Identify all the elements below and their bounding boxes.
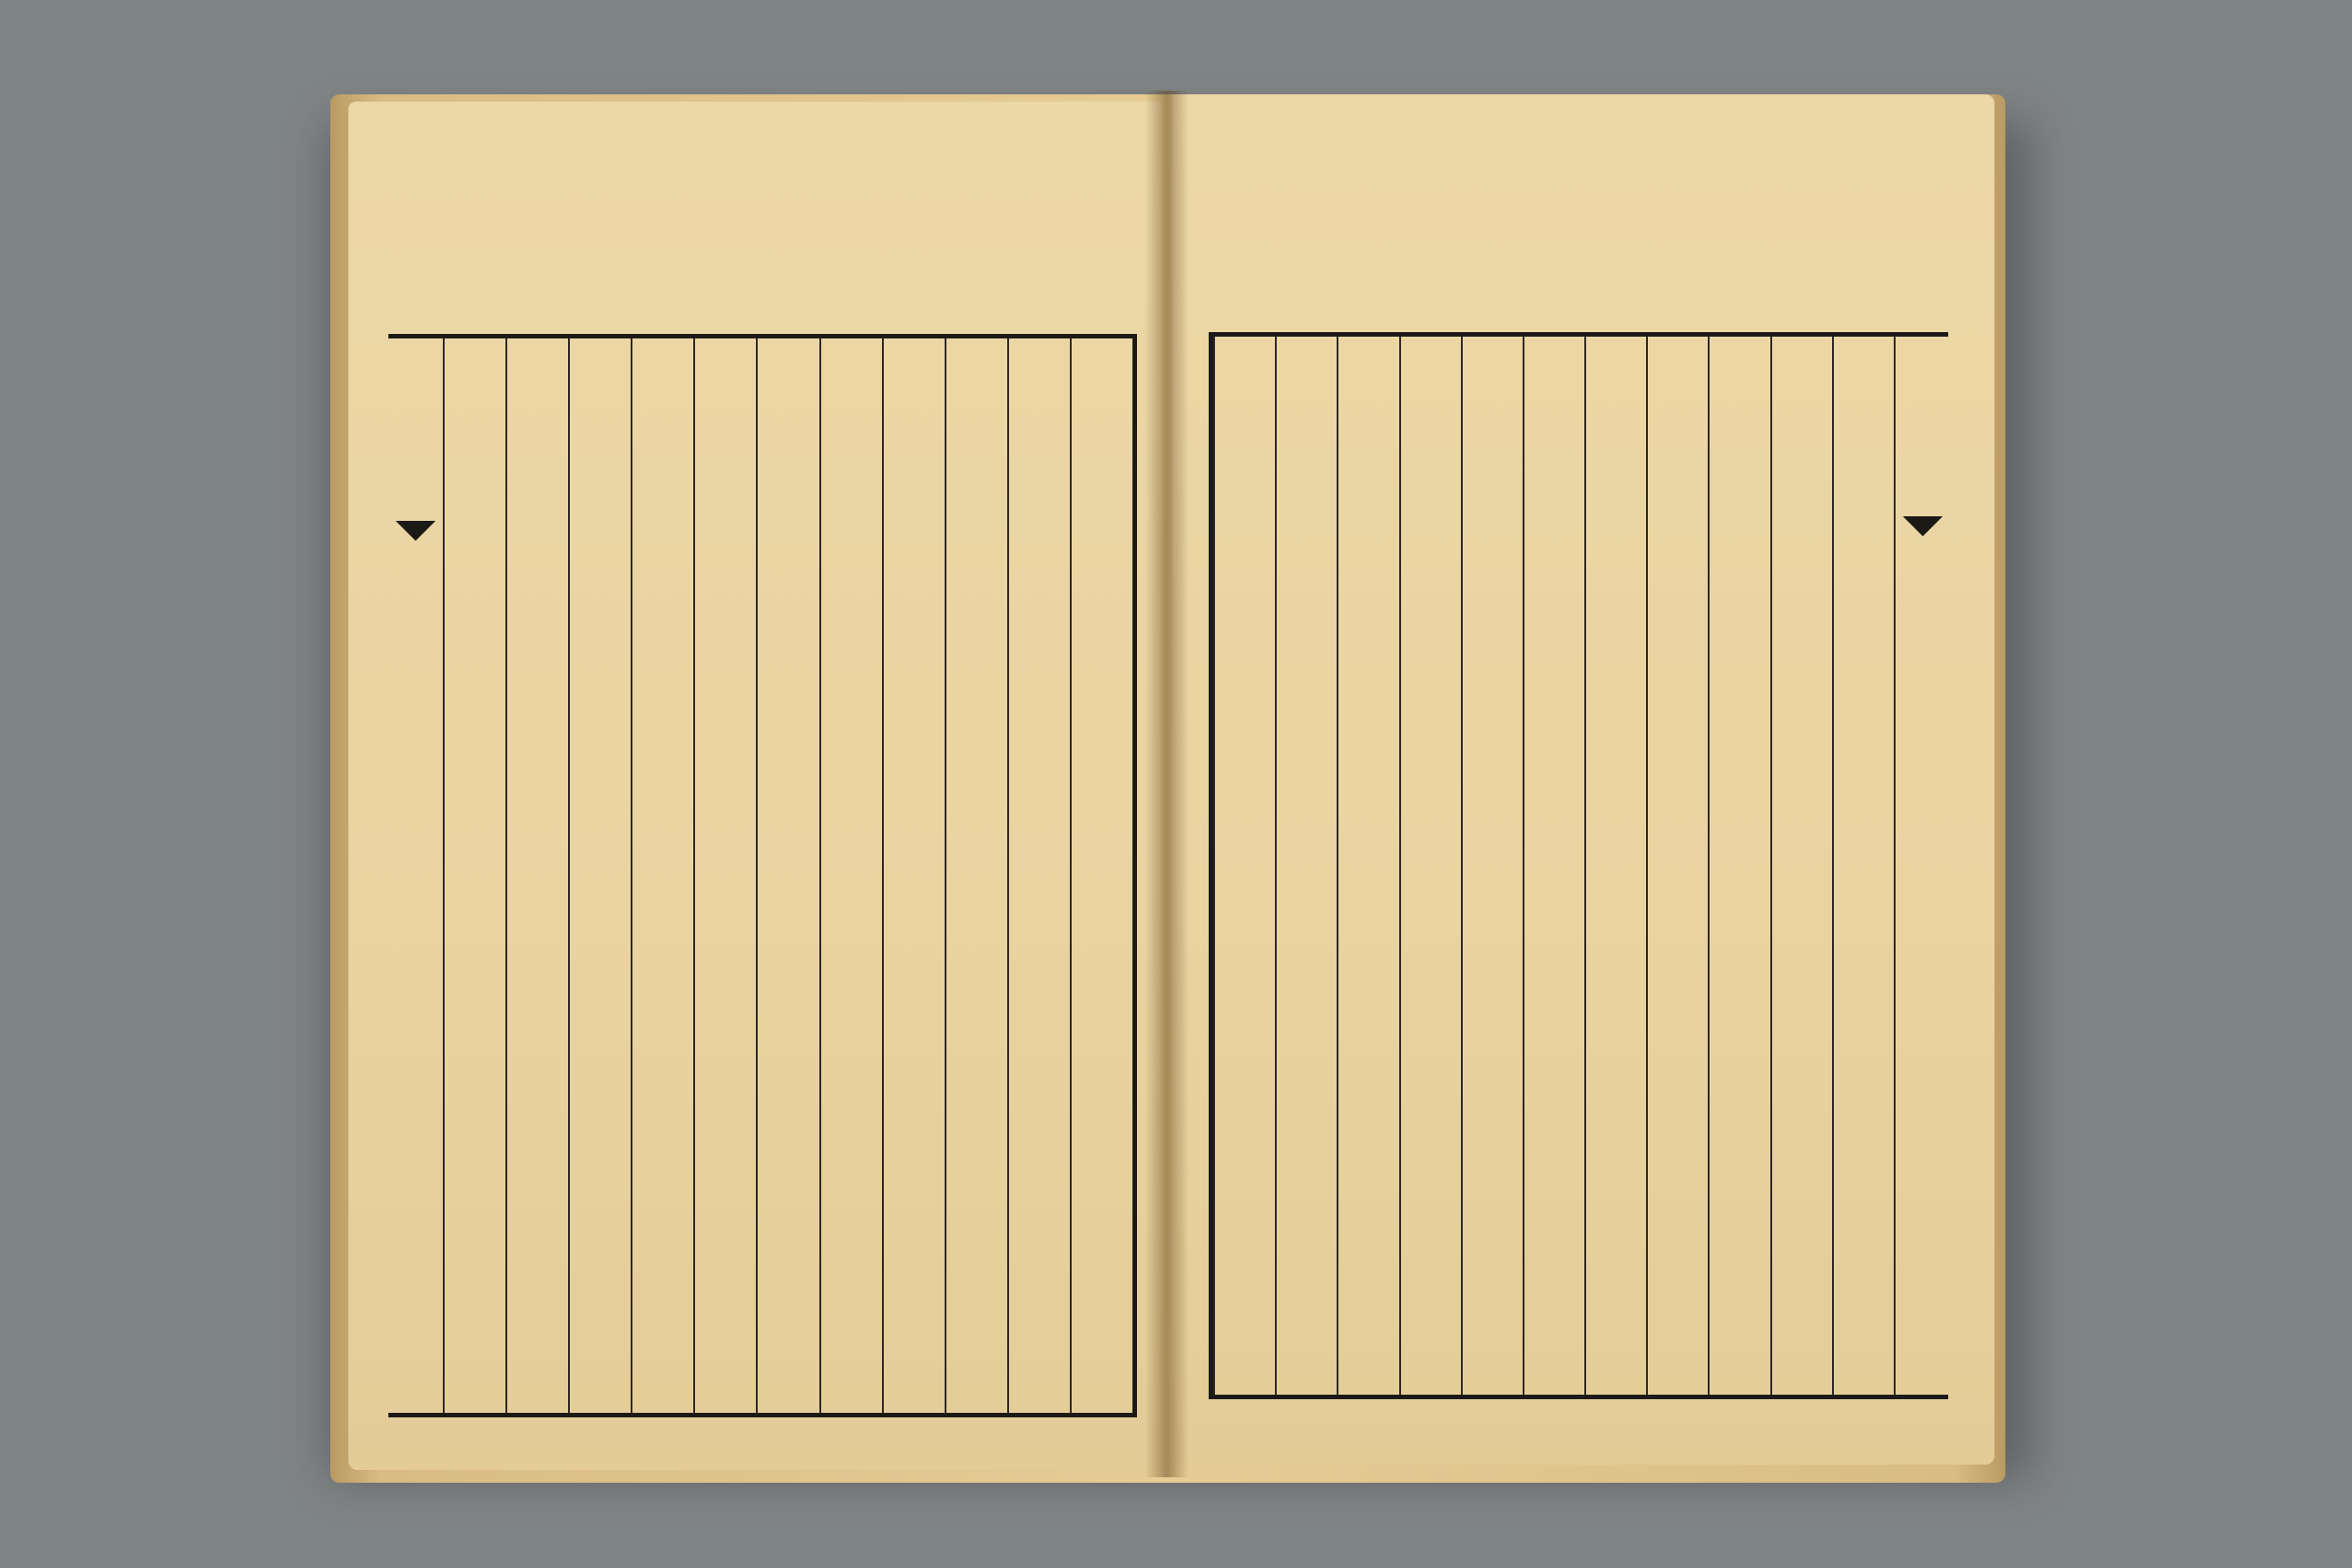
fishtail-mark — [1903, 516, 1943, 536]
text-column — [568, 338, 632, 1413]
text-column — [882, 338, 946, 1413]
right-page — [1172, 94, 1994, 1465]
left-margin-strip — [388, 338, 445, 1413]
text-column — [1646, 337, 1710, 1395]
text-column — [1461, 337, 1524, 1395]
right-margin-strip — [1894, 337, 1950, 1395]
text-column — [1070, 338, 1134, 1413]
text-column — [1584, 337, 1648, 1395]
left-page — [348, 102, 1161, 1470]
text-column — [1337, 337, 1400, 1395]
fishtail-mark — [396, 521, 436, 541]
book-gutter — [1145, 91, 1189, 1477]
right-page-frame — [1209, 332, 1948, 1399]
text-column — [693, 338, 758, 1413]
text-column — [1523, 337, 1586, 1395]
text-column — [1275, 337, 1338, 1395]
text-column — [1007, 338, 1072, 1413]
text-column — [443, 338, 507, 1413]
text-column — [505, 338, 570, 1413]
text-column — [756, 338, 820, 1413]
left-page-frame — [388, 334, 1137, 1417]
text-column — [945, 338, 1009, 1413]
text-column — [1213, 337, 1277, 1395]
text-column — [1832, 337, 1896, 1395]
text-column — [1399, 337, 1463, 1395]
text-column — [1708, 337, 1771, 1395]
text-column — [819, 338, 884, 1413]
text-column — [1770, 337, 1834, 1395]
text-column — [631, 338, 695, 1413]
